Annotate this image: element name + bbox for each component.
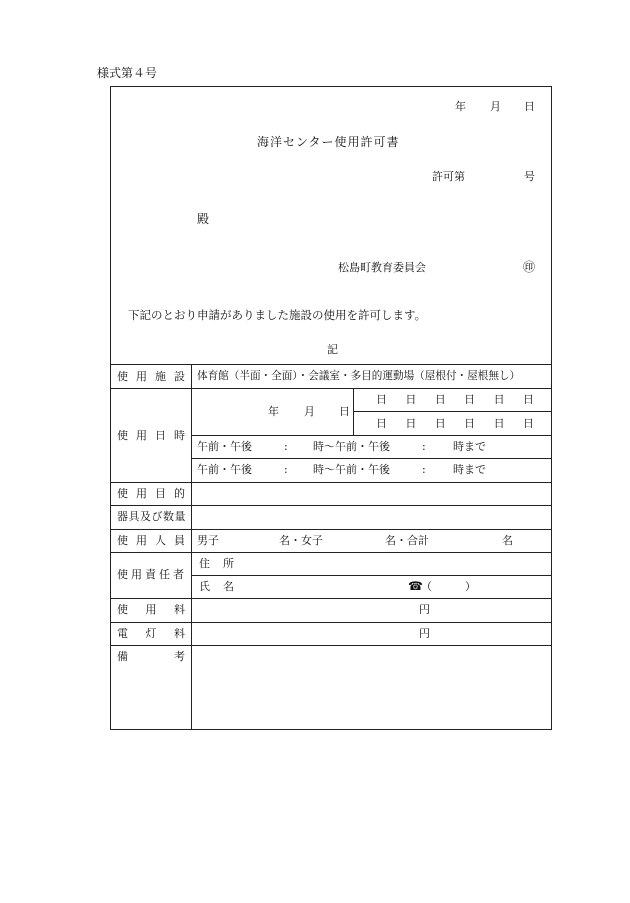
row-line <box>110 529 552 530</box>
purpose-label: 使 用 目 的 <box>117 487 185 500</box>
permit-number-prefix: 許可第 <box>432 170 465 183</box>
seal-mark: ㊞ <box>523 260 536 274</box>
use-date-year[interactable]: 年 <box>268 405 279 418</box>
document-title: 海洋センター使用許可書 <box>257 135 400 149</box>
people-counts[interactable]: 男子 名・女子 名・合計 名 <box>197 534 513 547</box>
address-label: 住 所 <box>199 557 234 570</box>
time-range-line-1[interactable]: 午前・午後 : 時～午前・午後 : 時まで <box>197 440 486 453</box>
phone-field[interactable]: （ ） <box>421 580 476 593</box>
date-month: 月 <box>490 100 501 113</box>
datetime-label: 使 用 日 時 <box>117 429 185 442</box>
date-day: 日 <box>524 100 535 113</box>
row-line <box>191 458 552 459</box>
phone-icon: ☎ <box>408 579 423 593</box>
row-line <box>110 622 552 623</box>
row-line <box>110 598 552 599</box>
issuer-name: 松島町教育委員会 <box>338 261 426 274</box>
ki-mark: 記 <box>327 343 338 356</box>
fee-label: 使 用 料 <box>117 603 185 616</box>
remarks-label: 備 考 <box>117 650 185 663</box>
form-number: 様式第４号 <box>97 66 158 80</box>
responsible-label: 使用責任者 <box>117 568 187 581</box>
row-line <box>353 411 552 412</box>
row-line <box>110 552 552 553</box>
row-line <box>191 575 552 576</box>
date-year: 年 <box>455 100 466 113</box>
facility-label: 使 用 施 設 <box>117 370 185 383</box>
people-label: 使 用 人 員 <box>117 534 185 547</box>
row-line <box>110 364 552 365</box>
permit-statement: 下記のとおり申請がありました施設の使用を許可します。 <box>128 308 427 322</box>
light-fee-label: 電 灯 料 <box>117 627 185 640</box>
row-line <box>191 435 552 436</box>
remarks-field[interactable] <box>192 646 551 729</box>
use-date-day[interactable]: 日 <box>339 405 350 418</box>
time-range-line-2[interactable]: 午前・午後 : 時～午前・午後 : 時まで <box>197 463 486 476</box>
addressee-honorific: 殿 <box>197 212 210 226</box>
facility-options[interactable]: 体育館（半面・全面）・会議室・多目的運動場（屋根付・屋根無し） <box>197 370 521 382</box>
row-line <box>110 388 552 389</box>
light-fee-unit[interactable]: 円 <box>419 627 430 640</box>
equipment-label: 器具及び数量 <box>117 510 186 523</box>
date-divider <box>353 388 354 435</box>
equipment-field[interactable] <box>192 506 551 528</box>
day-marks-row-2[interactable]: 日 日 日 日 日 日 <box>376 417 534 430</box>
fee-unit[interactable]: 円 <box>419 603 430 616</box>
responsible-name-label: 氏 名 <box>199 580 234 593</box>
use-date-month[interactable]: 月 <box>304 405 315 418</box>
day-marks-row-1[interactable]: 日 日 日 日 日 日 <box>376 393 534 406</box>
permit-number-suffix: 号 <box>524 170 535 183</box>
purpose-field[interactable] <box>192 483 551 505</box>
